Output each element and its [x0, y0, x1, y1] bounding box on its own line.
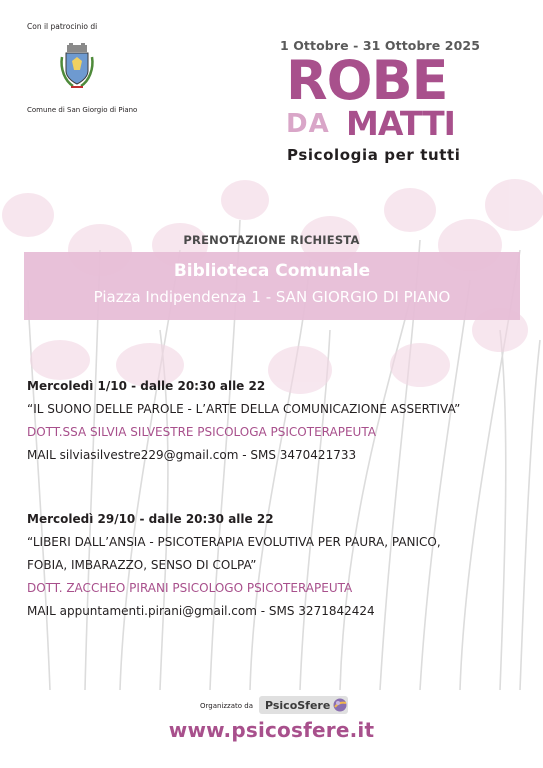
event-2-contact: MAIL appuntamenti.pirani@gmail.com - SMS 3271842424 — [27, 604, 375, 618]
event-1-date: Mercoledì 1/10 - dalle 20:30 alle 22 — [27, 379, 266, 393]
event-1-doctor: DOTT.SSA SILVIA SILVESTRE PSICOLOGA PSICOTERAPEUTA — [27, 425, 376, 439]
venue-address: Piazza Indipendenza 1 - SAN GIORGIO DI PIANO — [93, 288, 451, 306]
logo-da: DA — [286, 109, 330, 139]
logo-tagline: Psicologia per tutti — [287, 146, 461, 164]
event-dates: 1 Ottobre - 31 Ottobre 2025 — [279, 38, 480, 53]
patronage-label: Con il patrocinio di — [27, 22, 98, 31]
event-2-doctor: DOTT. ZACCHEO PIRANI PSICOLOGO PSICOTERAPEUTA — [27, 581, 353, 595]
event-1 — [27, 375, 460, 467]
event-2 — [27, 508, 441, 623]
logo-robe: ROBE — [286, 49, 448, 112]
event-2-title-line-1: “LIBERI DALL’ANSIA - PSICOTERAPIA EVOLUTIVA PER PAURA, PANICO, — [27, 535, 441, 549]
event-1-title: “IL SUONO DELLE PAROLE - L’ARTE DELLA COMUNICAZIONE ASSERTIVA” — [27, 402, 461, 416]
municipal-crest-icon — [59, 43, 95, 89]
event-2-title-line-2: FOBIA, IMBARAZZO, SENSO DI COLPA” — [27, 558, 257, 572]
event-2-date: Mercoledì 29/10 - dalle 20:30 alle 22 — [27, 512, 274, 526]
booking-required-label: PRENOTAZIONE RICHIESTA — [183, 233, 360, 247]
municipality-name: Comune di San Giorgio di Piano — [27, 106, 138, 114]
psicosfere-sphere-icon — [333, 698, 347, 712]
venue-name: Biblioteca Comunale — [173, 261, 371, 281]
organized-by-label: Organizzato da — [200, 702, 254, 710]
psicosfere-brand: PsicoSfere — [265, 699, 331, 712]
website-link[interactable]: www.psicosfere.it — [168, 718, 375, 742]
logo-matti: MATTI — [346, 104, 455, 143]
event-1-contact: MAIL silviasilvestre229@gmail.com - SMS 3470421733 — [27, 448, 357, 462]
